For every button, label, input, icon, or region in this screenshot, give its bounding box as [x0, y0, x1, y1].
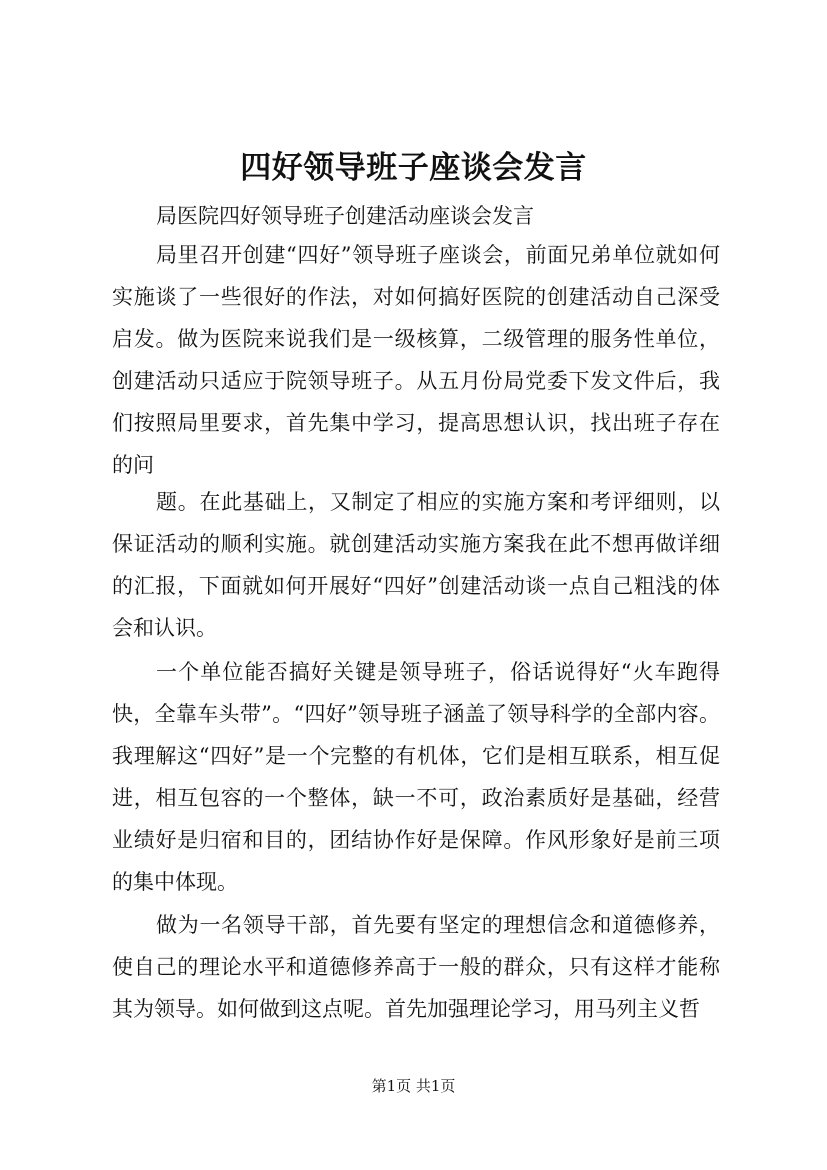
paragraph-2: 题。在此基础上，又制定了相应的实施方案和考评细则，以保证活动的顺利实施。就创建活动实施方案我在此不想再做详细的汇报，下面就如何开展好“四好”创建活动谈一点自己粗浅的体会和认识。	[112, 490, 720, 640]
paragraph-3: 一个单位能否搞好关键是领导班子，俗话说得好“火车跑得快，全靠车头带”。“四好”领导班子涵盖了领导科学的全部内容。我理解这“四好”是一个完整的有机体，它们是相互联系，相互促进，相互包容的一个整体，缺一不可，政治素质好是基础，经营业绩好是归宿和目的，团结协作好是保障。作风形象好是前三项的集中体现。	[112, 660, 720, 894]
page-number-footer: 第1页 共1页	[371, 1077, 456, 1095]
document-title: 四好领导班子座谈会发言	[240, 150, 587, 186]
paragraph-1: 局里召开创建“四好”领导班子座谈会，前面兄弟单位就如何实施谈了一些很好的作法，对如何搞好医院的创建活动自己深受启发。做为医院来说我们是一级核算，二级管理的服务性单位，创建活动只适应于院领导班子。从五月份局党委下发文件后，我们按照局里要求，首先集中学习，提高思想认识，找出班子存在的问	[112, 243, 720, 477]
paragraph-4: 做为一名领导干部，首先要有坚定的理想信念和道德修养，使自己的理论水平和道德修养高于一般的群众，只有这样才能称其为领导。如何做到这点呢。首先加强理论学习，用马列主义哲	[112, 913, 720, 1021]
document-subtitle: 局医院四好领导班子创建活动座谈会发言	[156, 204, 534, 228]
